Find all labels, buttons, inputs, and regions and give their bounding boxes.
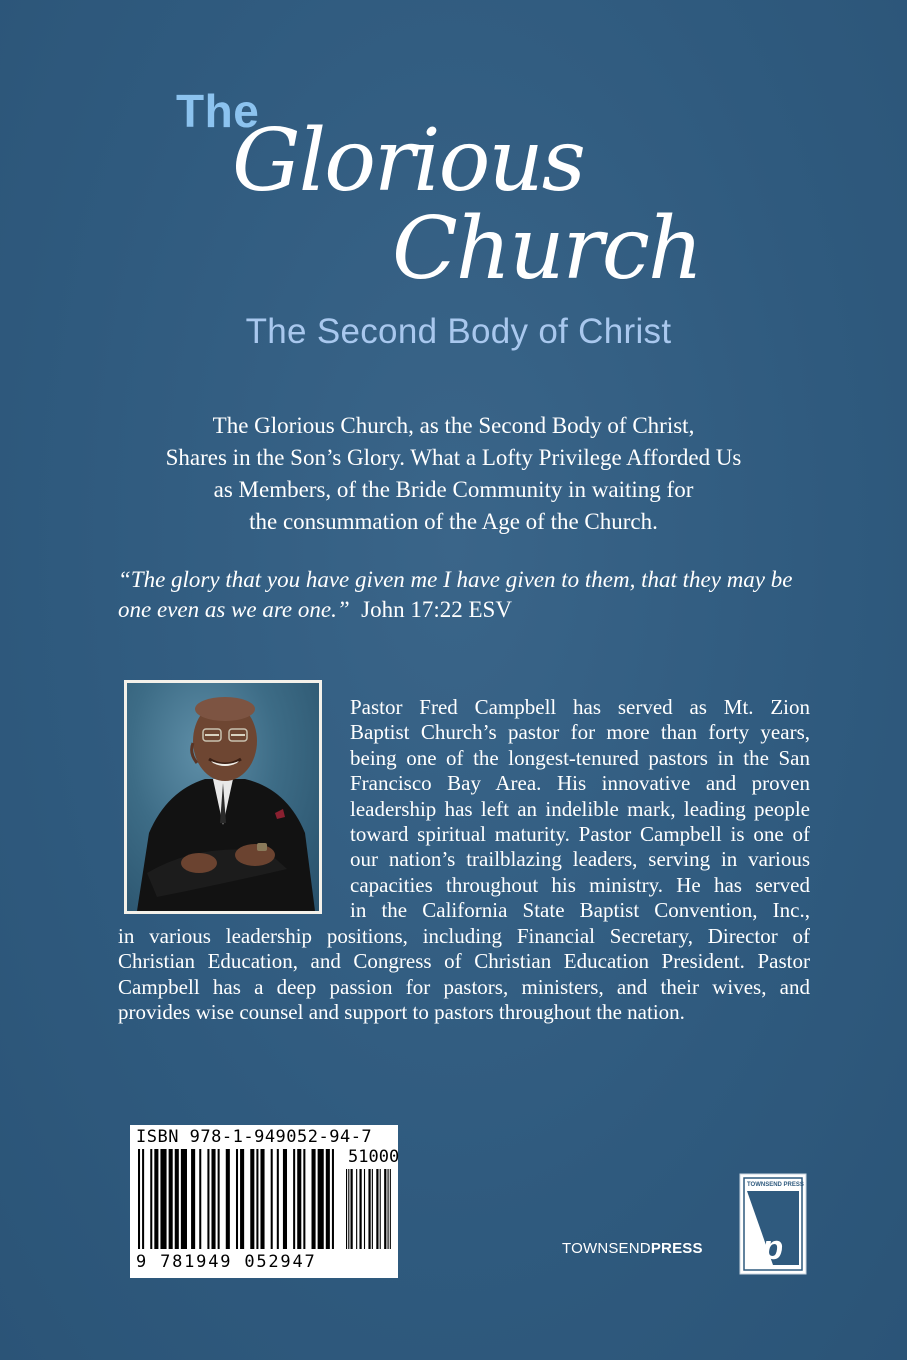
barcode-bar [283, 1149, 287, 1249]
barcode-bar [211, 1149, 215, 1249]
title-church: Church [392, 199, 702, 299]
title-glorious: Glorious [232, 111, 584, 211]
bio-line: being one of the longest-tenured pastors in the San [350, 745, 810, 770]
price-code-label: 51000 [348, 1147, 400, 1167]
barcode-bar [297, 1149, 301, 1249]
intro-line: the consummation of the Age of the Church. [249, 509, 658, 534]
townsend-press-logo-icon [739, 1173, 807, 1275]
barcode-bar [175, 1149, 179, 1249]
title-the: The [176, 85, 260, 137]
barcode-bar [142, 1149, 144, 1249]
barcode-bar [236, 1149, 238, 1249]
bio-line: Francisco Bay Area. His innovative and proven [350, 771, 810, 796]
barcode-bar [303, 1149, 305, 1249]
barcode-bar [218, 1149, 220, 1249]
bio-line: Baptist Church’s pastor for more than forty years, [350, 720, 810, 745]
barcode-bar [346, 1169, 347, 1249]
bio-line: provides wise counsel and support to pastors throughout the nation. [118, 1000, 685, 1025]
barcode-bar [348, 1169, 349, 1249]
barcode-bar [350, 1169, 352, 1249]
isbn-barcode [130, 1125, 398, 1278]
barcode-bar [312, 1149, 316, 1249]
intro-line: as Members, of the Bride Community in waiting for [213, 477, 694, 502]
bio-line: toward spiritual maturity. Pastor Campbell is one of [350, 822, 810, 847]
barcode-bar [356, 1169, 357, 1249]
quote-line-2: one even as we are one.” [118, 597, 350, 622]
bio-line: leadership has left an indelible mark, leading people [350, 796, 810, 821]
barcode-bar [226, 1149, 230, 1249]
publisher-wordmark [562, 1240, 703, 1257]
barcode-bar [332, 1149, 334, 1249]
barcode-bar [271, 1149, 273, 1249]
barcode-bar [364, 1169, 365, 1249]
barcode-bar [150, 1149, 152, 1249]
bio-line: capacities throughout his ministry. He has served [350, 872, 810, 897]
publisher-name-regular: TOWNSEND [562, 1240, 651, 1257]
bio-paragraph-upper [350, 695, 810, 924]
barcode-bar [293, 1149, 295, 1249]
barcode-bar [154, 1149, 158, 1249]
ean-digits: 9 781949 052947 [136, 1252, 317, 1272]
author-portrait-image [127, 683, 319, 911]
bio-line: Christian Education, and Congress of Christian Education President. Pastor [118, 949, 810, 974]
quote-reference: John 17:22 ESV [361, 597, 512, 622]
barcode-bar [318, 1149, 324, 1249]
bio-paragraph-lower [118, 924, 810, 1026]
author-photo-frame [124, 680, 322, 914]
barcode-bar [326, 1149, 330, 1249]
barcode-bar [181, 1149, 187, 1249]
author-photo [127, 683, 319, 911]
intro-line: The Glorious Church, as the Second Body of Christ, [212, 413, 695, 438]
barcode-bar [388, 1169, 389, 1249]
bio-line: our nation’s trailblazing leaders, serving in various [350, 847, 810, 872]
publisher-name-bold: PRESS [650, 1240, 703, 1257]
barcode-bar [359, 1169, 361, 1249]
scripture-quote [118, 565, 808, 625]
barcode-bar [372, 1169, 373, 1249]
barcode-bar [199, 1149, 201, 1249]
barcode-bar [384, 1169, 386, 1249]
intro-line: Shares in the Son’s Glory. What a Lofty Privilege Afforded Us [165, 445, 742, 470]
isbn-label: ISBN 978-1-949052-94-7 [136, 1127, 373, 1147]
barcode-bar [277, 1149, 279, 1249]
barcode-bar [240, 1149, 244, 1249]
barcode-bar [260, 1149, 264, 1249]
quote-line-1: “The glory that you have given me I have given to them, that they may be [118, 567, 793, 592]
barcode-bar [250, 1149, 254, 1249]
price-addon-bars [346, 1169, 394, 1249]
barcode-bar [169, 1149, 173, 1249]
logo-mark: tp [751, 1229, 784, 1267]
barcode-bar [256, 1149, 258, 1249]
barcode-bar [160, 1149, 166, 1249]
bio-line: Pastor Fred Campbell has served as Mt. Zion [350, 695, 810, 719]
barcode-bar [191, 1149, 195, 1249]
barcode-bar [207, 1149, 209, 1249]
barcode-bar [138, 1149, 140, 1249]
bio-line: in various leadership positions, including Financial Secretary, Director of [118, 924, 810, 948]
ean-barcode-bars [138, 1149, 338, 1249]
barcode-bar [368, 1169, 370, 1249]
subtitle: The Second Body of Christ [245, 312, 672, 351]
logo-text-top: TOWNSEND PRESS [747, 1182, 804, 1188]
intro-paragraph [100, 410, 807, 538]
bio-line: Campbell has a deep passion for pastors, ministers, and their wives, and [118, 974, 810, 999]
barcode-bar [376, 1169, 378, 1249]
barcode-bar [380, 1169, 381, 1249]
bio-line: in the California State Baptist Convention, Inc., [350, 898, 810, 923]
barcode-bar [390, 1169, 391, 1249]
